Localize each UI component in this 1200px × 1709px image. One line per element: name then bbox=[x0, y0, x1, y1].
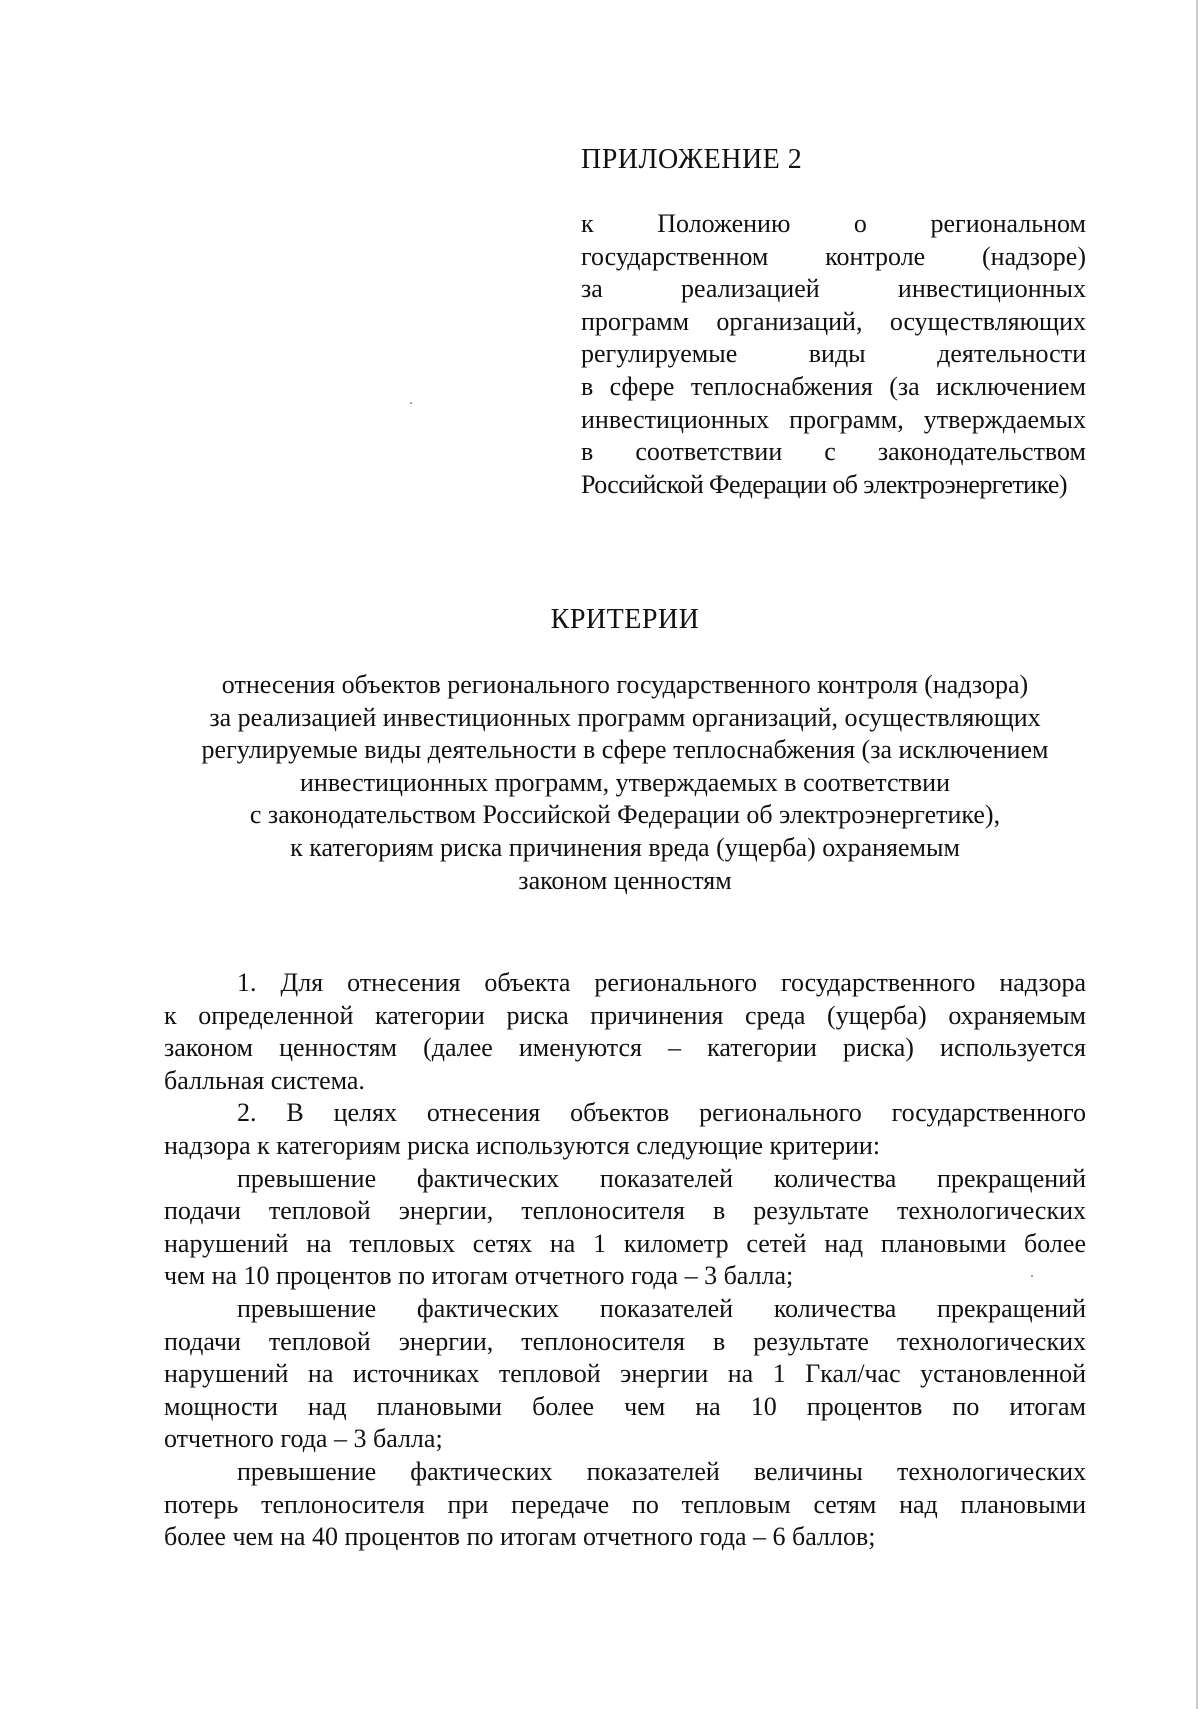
appendix-reference bbox=[581, 208, 1086, 501]
appendix-line: в соответствии с законодательством bbox=[581, 437, 1086, 467]
criteria-subtitle bbox=[160, 669, 1090, 897]
criterion-1-line: подачи тепловой энергии, теплоносителя в результате технологических bbox=[164, 1196, 1086, 1226]
paragraph-1-line: к определенной категории риска причинения среда (ущерба) охраняемым bbox=[164, 1000, 1086, 1030]
paragraph-2-line: надзора к категориям риска используются следующие критерии: bbox=[164, 1130, 881, 1160]
paragraph-2-line: 2. В целях отнесения объектов регионального государственного bbox=[237, 1098, 1086, 1128]
appendix-line: государственном контроле (надзоре) bbox=[581, 241, 1086, 271]
appendix-line: за реализацией инвестиционных bbox=[581, 274, 1086, 304]
scan-speck bbox=[1031, 1275, 1033, 1277]
scan-speck bbox=[410, 402, 412, 404]
paragraph-1-line: законом ценностям (далее именуются – категории риска) используется bbox=[164, 1033, 1086, 1063]
appendix-line: к Положению о региональном bbox=[581, 209, 1086, 238]
criterion-2-line: мощности над плановыми более чем на 10 процентов по итогам bbox=[164, 1391, 1086, 1421]
criterion-3-line: более чем на 40 процентов по итогам отчетного года – 6 баллов; bbox=[164, 1522, 876, 1552]
criterion-1-line: превышение фактических показателей количества прекращений bbox=[237, 1163, 1086, 1193]
criterion-3-line: потерь теплоносителя при передаче по тепловым сетям над плановыми bbox=[164, 1489, 1086, 1519]
appendix-line: инвестиционных программ, утверждаемых bbox=[581, 404, 1086, 434]
body-text bbox=[164, 967, 1086, 1554]
paragraph-1-line: 1. Для отнесения объекта регионального государственного надзора bbox=[237, 968, 1086, 997]
appendix-line: в сфере теплоснабжения (за исключением bbox=[581, 371, 1086, 401]
criteria-subtitle-line: законом ценностям bbox=[518, 865, 732, 895]
criterion-2-line: превышение фактических показателей количества прекращений bbox=[237, 1293, 1086, 1323]
criteria-subtitle-line: регулируемые виды деятельности в сфере теплоснабжения (за исключением bbox=[201, 735, 1049, 765]
paragraph-1-line: балльная система. bbox=[164, 1065, 365, 1095]
appendix-title: ПРИЛОЖЕНИЕ 2 bbox=[581, 144, 803, 175]
appendix-line: Российской Федерации об электроэнергетике) bbox=[581, 469, 1067, 499]
criterion-1-line: чем на 10 процентов по итогам отчетного года – 3 балла; bbox=[164, 1261, 794, 1291]
appendix-line: регулируемые виды деятельности bbox=[581, 339, 1086, 369]
criterion-3-line: превышение фактических показателей величины технологических bbox=[237, 1456, 1086, 1486]
criteria-subtitle-line: отнесения объектов регионального государственного контроля (надзора) bbox=[221, 670, 1029, 699]
criteria-subtitle-line: с законодательством Российской Федерации об электроэнергетике), bbox=[249, 800, 1001, 830]
criterion-2-line: подачи тепловой энергии, теплоносителя в результате технологических bbox=[164, 1326, 1086, 1356]
scan-edge-shadow bbox=[1196, 0, 1198, 1709]
criteria-subtitle-line: инвестиционных программ, утверждаемых в соответствии bbox=[299, 767, 950, 797]
criterion-2-line: нарушений на источниках тепловой энергии на 1 Гкал/час установленной bbox=[164, 1359, 1086, 1389]
criteria-title: КРИТЕРИИ bbox=[550, 604, 700, 635]
criteria-subtitle-line: за реализацией инвестиционных программ организаций, осуществляющих bbox=[209, 702, 1041, 732]
criterion-2-line: отчетного года – 3 балла; bbox=[164, 1424, 443, 1454]
appendix-line: программ организаций, осуществляющих bbox=[581, 306, 1086, 336]
criteria-subtitle-line: к категориям риска причинения вреда (ущерба) охраняемым bbox=[290, 832, 960, 862]
criterion-1-line: нарушений на тепловых сетях на 1 километр сетей над плановыми более bbox=[164, 1228, 1086, 1258]
